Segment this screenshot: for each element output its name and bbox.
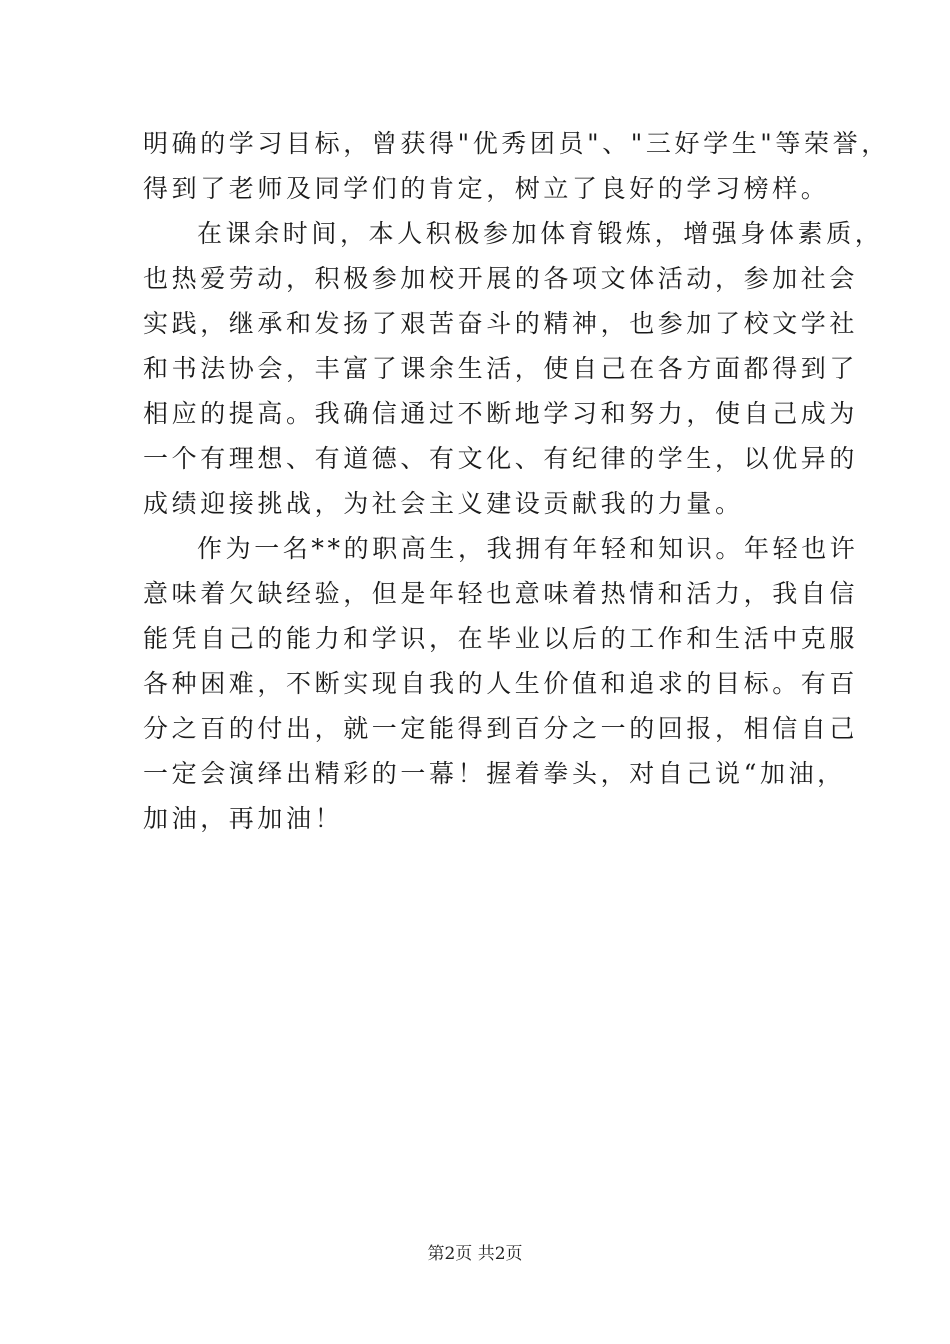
text-line-7: 相应的提高。我确信通过不断地学习和努力，使自己成为 [143,399,859,428]
text-line-6: 和书法协会，丰富了课余生活，使自己在各方面都得到了 [143,354,859,383]
text-line-13: 各种困难，不断实现自我的人生价值和追求的目标。有百 [143,669,859,698]
text-line-8: 一个有理想、有道德、有文化、有纪律的学生，以优异的 [143,444,859,473]
text-line-9: 成绩迎接挑战，为社会主义建设贡献我的力量。 [143,489,744,518]
text-line-2: 得到了老师及同学们的肯定，树立了良好的学习榜样。 [143,174,830,203]
text-line-16: 加油，再加油！ [143,804,344,833]
text-line-10: 作为一名**的职高生，我拥有年轻和知识。年轻也许 [197,534,859,563]
text-line-4: 也热爱劳动，积极参加校开展的各项文体活动，参加社会 [143,264,859,293]
text-line-5: 实践，继承和发扬了艰苦奋斗的精神，也参加了校文学社 [143,309,859,338]
text-line-14: 分之百的付出，就一定能得到百分之一的回报，相信自己 [143,714,859,743]
text-line-12: 能凭自己的能力和学识，在毕业以后的工作和生活中克服 [143,624,859,653]
text-line-15: 一定会演绎出精彩的一幕！握着拳头，对自己说“加油， [143,759,846,788]
text-line-11: 意味着欠缺经验，但是年轻也意味着热情和活力，我自信 [143,579,859,608]
text-line-3: 在课余时间，本人积极参加体育锻炼，增强身体素质， [197,219,884,248]
page-footer: 第2页 共2页 [427,1244,523,1264]
text-line-1: 明确的学习目标，曾获得"优秀团员"、"三好学生"等荣誉， [143,129,890,158]
